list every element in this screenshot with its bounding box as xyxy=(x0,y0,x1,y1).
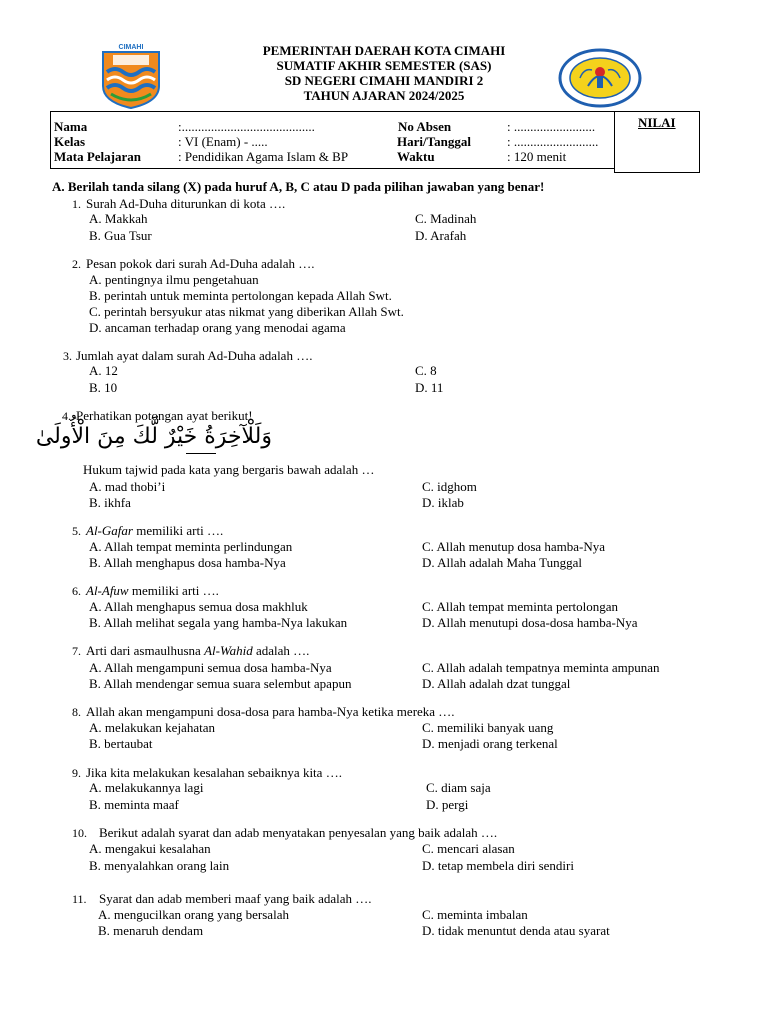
option-b[interactable]: B. menyalahkan orang lain xyxy=(89,858,230,873)
option-a[interactable]: A. pentingnya ilmu pengetahuan xyxy=(89,272,259,287)
option-a[interactable]: A. Makkah xyxy=(89,211,148,226)
option-b[interactable]: B. 10 xyxy=(89,380,118,395)
option-b[interactable]: B. perintah untuk meminta pertolongan kepada Allah Swt. xyxy=(89,288,392,303)
question-number: 2. xyxy=(72,257,81,271)
option-c[interactable]: C. Madinah xyxy=(415,211,477,226)
question-text: Perhatikan potongan ayat berikut! xyxy=(76,408,253,423)
option-a[interactable]: A. Allah mengampuni semua dosa hamba-Nya xyxy=(89,660,332,675)
option-b[interactable]: B. ikhfa xyxy=(89,495,131,510)
question-number: 4. xyxy=(62,409,71,423)
option-d[interactable]: D. Allah adalah Maha Tunggal xyxy=(422,555,582,570)
option-a[interactable]: A. mengucilkan orang yang bersalah xyxy=(98,907,289,922)
option-b[interactable]: B. meminta maaf xyxy=(89,797,179,812)
question-number: 3. xyxy=(63,349,72,363)
nama-field[interactable]: :......................................... xyxy=(178,119,315,134)
asmaul-husna-term: Al-Afuw xyxy=(86,583,129,598)
option-c[interactable]: C. perintah bersyukur atas nikmat yang diberikan Allah Swt. xyxy=(89,304,404,319)
header-school-name: SD NEGERI CIMAHI MANDIRI 2 xyxy=(284,73,484,88)
question-number: 10. xyxy=(72,826,87,840)
asmaul-husna-term: Al-Gafar xyxy=(86,523,133,538)
option-c[interactable]: C. 8 xyxy=(415,363,437,378)
logo-city-name: CIMAHI xyxy=(118,44,144,51)
option-d[interactable]: D. Allah adalah dzat tunggal xyxy=(422,676,571,691)
option-c[interactable]: C. Allah adalah tempatnya meminta ampunan xyxy=(422,660,660,675)
option-c[interactable]: C. diam saja xyxy=(426,780,491,795)
absen-field[interactable]: : ......................... xyxy=(507,119,596,134)
option-a[interactable]: A. melakukan kejahatan xyxy=(89,720,215,735)
option-b[interactable]: B. Allah menghapus dosa hamba-Nya xyxy=(89,555,286,570)
option-d[interactable]: D. menjadi orang terkenal xyxy=(422,736,558,751)
question-lead: Arti dari asmaulhusna xyxy=(86,643,205,658)
option-a[interactable]: A. melakukannya lagi xyxy=(89,780,204,795)
option-d[interactable]: D. Arafah xyxy=(415,228,467,243)
question-text xyxy=(86,523,223,539)
quran-verse: وَلَلْآخِرَةُ خَيْرٌ لَّكَ مِنَ الْأُولَىٰ xyxy=(35,424,272,449)
option-b[interactable]: B. bertaubat xyxy=(89,736,153,751)
option-d[interactable]: D. ancaman terhadap orang yang menodai agama xyxy=(89,320,346,335)
header-government: PEMERINTAH DAERAH KOTA CIMAHI xyxy=(262,43,506,58)
option-c[interactable]: C. memiliki banyak uang xyxy=(422,720,554,735)
school-logo xyxy=(558,48,642,108)
question-number: 8. xyxy=(72,705,81,719)
option-d[interactable]: D. pergi xyxy=(426,797,469,812)
question-text: Pesan pokok dari surah Ad-Duha adalah …. xyxy=(86,256,315,271)
tanggal-label: Hari/Tanggal xyxy=(397,134,471,149)
question-tail: memiliki arti …. xyxy=(128,583,219,598)
question-tail: adalah …. xyxy=(252,643,310,658)
option-c[interactable]: C. Allah menutup dosa hamba-Nya xyxy=(422,539,606,554)
question-text: Allah akan mengampuni dosa-dosa para hamba-Nya ketika mereka …. xyxy=(86,704,455,719)
tanggal-field[interactable]: : .......................... xyxy=(507,134,599,149)
nama-label: Nama xyxy=(54,119,88,134)
question-number: 7. xyxy=(72,644,81,658)
option-a[interactable]: A. Allah menghapus semua dosa makhluk xyxy=(89,599,308,614)
absen-label: No Absen xyxy=(398,119,452,134)
question-text: Syarat dan adab memberi maaf yang baik adalah …. xyxy=(99,891,372,906)
option-a[interactable]: A. Allah tempat meminta perlindungan xyxy=(89,539,293,554)
option-b[interactable]: B. menaruh dendam xyxy=(98,923,204,938)
mapel-label: Mata Pelajaran xyxy=(54,149,142,164)
option-d[interactable]: D. 11 xyxy=(415,380,444,395)
option-a[interactable]: A. 12 xyxy=(89,363,118,378)
question-text: Jika kita melakukan kesalahan sebaiknya kita …. xyxy=(86,765,342,780)
option-d[interactable]: D. tidak menuntut denda atau syarat xyxy=(422,923,610,938)
question-text xyxy=(86,643,309,659)
kelas-field[interactable]: : VI (Enam) - ..... xyxy=(178,134,268,149)
section-a-instruction: A. Berilah tanda silang (X) pada huruf A, B, C atau D pada pilihan jawaban yang benar! xyxy=(52,179,545,194)
option-d[interactable]: D. iklab xyxy=(422,495,464,510)
header-academic-year: TAHUN AJARAN 2024/2025 xyxy=(303,88,465,103)
option-c[interactable]: C. meminta imbalan xyxy=(422,907,528,922)
waktu-value: : 120 menit xyxy=(507,149,567,164)
question-tail: memiliki arti …. xyxy=(132,523,224,538)
question-text: Surah Ad-Duha diturunkan di kota …. xyxy=(86,196,286,211)
option-d[interactable]: D. Allah menutupi dosa-dosa hamba-Nya xyxy=(422,615,638,630)
verse-underline xyxy=(186,453,216,454)
option-a[interactable]: A. mengakui kesalahan xyxy=(89,841,211,856)
option-c[interactable]: C. mencari alasan xyxy=(422,841,515,856)
waktu-label: Waktu xyxy=(397,149,435,164)
kelas-label: Kelas xyxy=(54,134,86,149)
question-number: 5. xyxy=(72,524,81,538)
option-c[interactable]: C. idghom xyxy=(422,479,477,494)
nilai-label: NILAI xyxy=(638,115,676,130)
option-b[interactable]: B. Gua Tsur xyxy=(89,228,152,243)
question-subtext: Hukum tajwid pada kata yang bergaris bawah adalah … xyxy=(83,462,375,477)
question-number: 6. xyxy=(72,584,81,598)
option-a[interactable]: A. mad thobi’i xyxy=(89,479,166,494)
option-b[interactable]: B. Allah melihat segala yang hamba-Nya lakukan xyxy=(89,615,348,630)
question-text: Berikut adalah syarat dan adab menyatakan penyesalan yang baik adalah …. xyxy=(99,825,498,840)
mapel-value: : Pendidikan Agama Islam & BP xyxy=(178,149,349,164)
option-b[interactable]: B. Allah mendengar semua suara selembut apapun xyxy=(89,676,352,691)
question-text xyxy=(86,583,219,599)
option-c[interactable]: C. Allah tempat meminta pertolongan xyxy=(422,599,619,614)
header-exam-type: SUMATIF AKHIR SEMESTER (SAS) xyxy=(276,58,492,73)
question-number: 11. xyxy=(72,892,87,906)
question-number: 1. xyxy=(72,197,81,211)
question-number: 9. xyxy=(72,766,81,780)
question-text: Jumlah ayat dalam surah Ad-Duha adalah …. xyxy=(76,348,313,363)
option-d[interactable]: D. tetap membela diri sendiri xyxy=(422,858,574,873)
asmaul-husna-term: Al-Wahid xyxy=(204,643,253,658)
